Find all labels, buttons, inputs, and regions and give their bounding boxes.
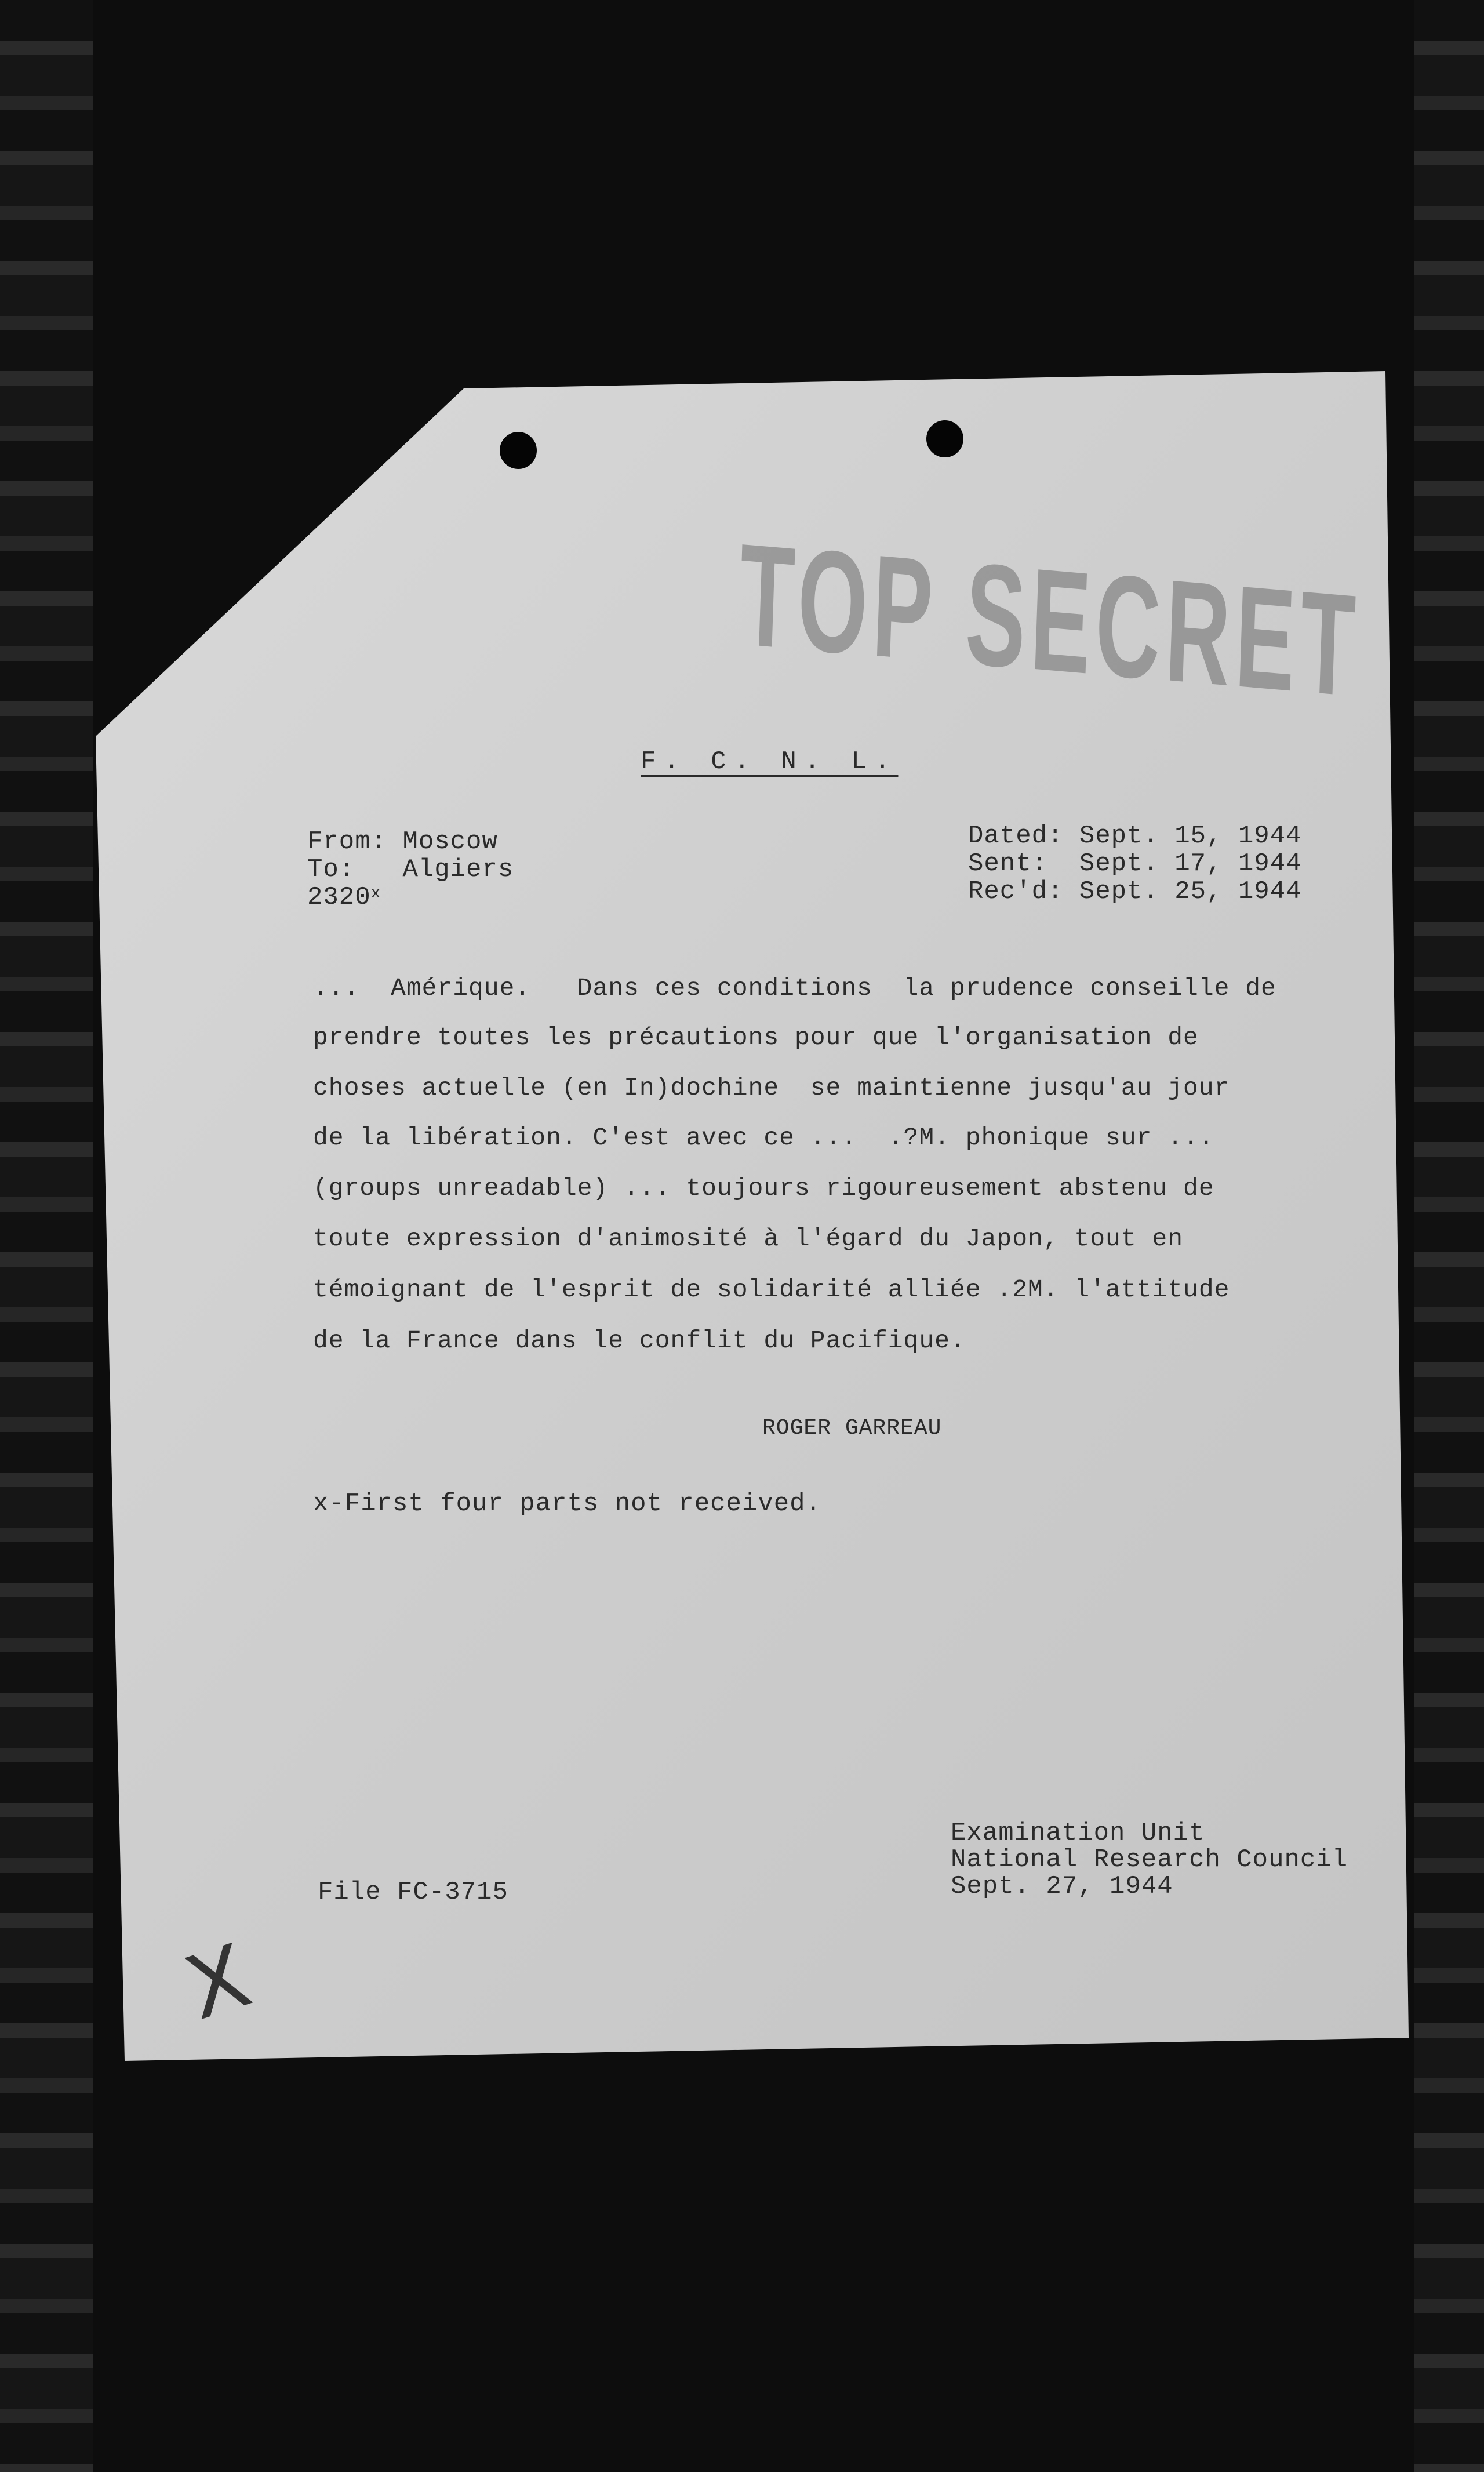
body-line-2: prendre toutes les précautions pour que l'organisation de: [313, 1023, 1199, 1052]
recd-label: Rec'd:: [968, 877, 1064, 906]
footer-unit-date: Sept. 27, 1944: [951, 1872, 1173, 1901]
body-line-1: ... Amérique. Dans ces conditions la prudence conseille de: [313, 974, 1276, 1002]
document-title: F. C. N. L.: [641, 747, 899, 776]
body-line-6: toute expression d'animosité à l'égard du Japon, tout en: [313, 1224, 1184, 1253]
footer-unit-line1: Examination Unit: [951, 1819, 1205, 1848]
to-value: Algiers: [402, 855, 514, 884]
from-value: Moscow: [402, 827, 498, 856]
footer-unit-line2: National Research Council: [951, 1845, 1348, 1874]
sent-line: [968, 850, 1302, 878]
footer-file-number: File FC-3715: [318, 1878, 508, 1907]
punch-hole-left: [500, 432, 537, 469]
from-label: From:: [307, 827, 387, 856]
sent-label: Sent:: [968, 849, 1048, 878]
signature: ROGER GARREAU: [762, 1416, 942, 1441]
dated-value: Sept. 15, 1944: [1079, 821, 1302, 850]
dated-line: [968, 822, 1302, 850]
recd-value: Sept. 25, 1944: [1079, 877, 1302, 906]
handwritten-x-mark: X: [174, 1925, 263, 2040]
body-line-4: de la libération. C'est avec ce ... .?M. phonique sur ...: [313, 1124, 1214, 1152]
punch-hole-right: [926, 420, 963, 457]
body-line-3: choses actuelle (en In)dochine se maintienne jusqu'au jour: [313, 1074, 1230, 1102]
body-line-5: (groups unreadable) ... toujours rigoureusement abstenu de: [313, 1174, 1214, 1202]
to-line: [307, 856, 514, 884]
from-line: [307, 828, 498, 856]
to-label: To:: [307, 855, 355, 884]
sent-value: Sept. 17, 1944: [1079, 849, 1302, 878]
recd-line: [968, 878, 1302, 906]
dated-label: Dated:: [968, 821, 1064, 850]
body-line-7: témoignant de l'esprit de solidarité alliée .2M. l'attitude: [313, 1275, 1230, 1304]
message-number-value: 2320: [307, 883, 371, 912]
body-line-8: de la France dans le conflit du Pacifique.: [313, 1326, 966, 1355]
message-number-mark: x: [370, 885, 381, 903]
top-secret-stamp: TOP SECRET: [737, 513, 1363, 728]
message-number: [307, 884, 381, 911]
footnote: x-First four parts not received.: [313, 1489, 821, 1518]
